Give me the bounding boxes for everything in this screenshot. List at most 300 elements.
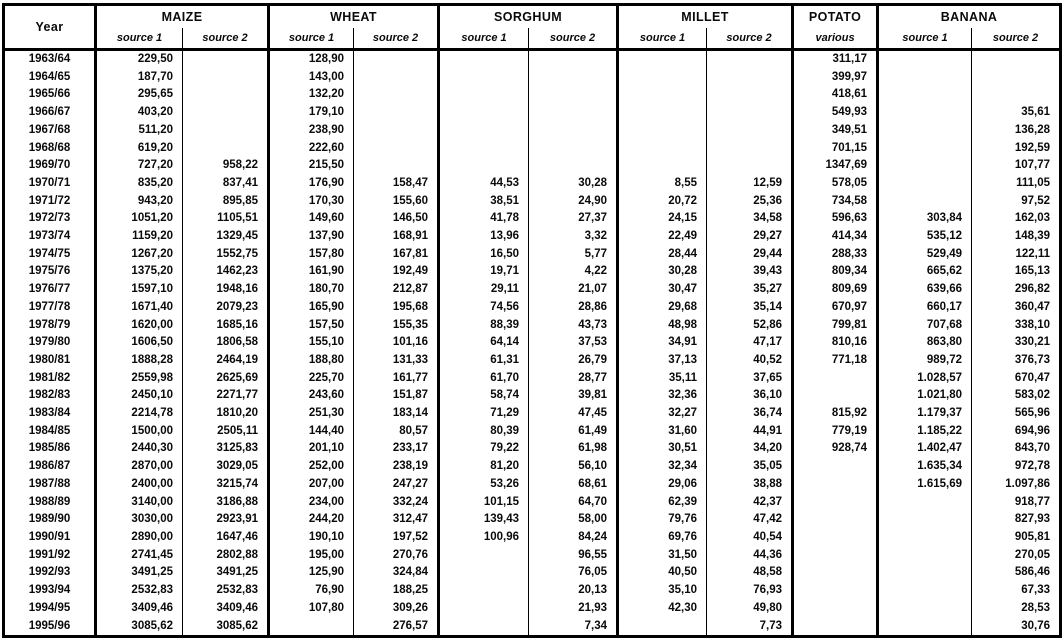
value-cell: 195,68: [354, 299, 439, 317]
value-cell: 535,12: [878, 228, 972, 246]
value-cell: 28,44: [618, 246, 707, 264]
value-cell: 67,33: [1021, 584, 1051, 597]
table-row: [4, 299, 1061, 317]
value-cell: 810,16: [793, 334, 878, 352]
subheader-sorghum-source2: source 2: [529, 28, 618, 50]
value-cell: 21,07: [529, 281, 618, 299]
value-cell: 1810,20: [183, 405, 269, 423]
value-cell: 3491,25: [96, 564, 183, 582]
value-cell: 47,42: [707, 511, 793, 529]
year-cell: 1981/82: [4, 370, 96, 388]
value-cell: 128,90: [269, 50, 354, 69]
year-cell: 1983/84: [4, 405, 96, 423]
value-cell: 288,33: [793, 246, 878, 264]
value-cell: 155,35: [354, 317, 439, 335]
subheader-banana-source1: source 1: [878, 28, 972, 50]
value-cell: 660,17: [878, 299, 972, 317]
year-cell: 1971/72: [4, 193, 96, 211]
value-cell: 56,10: [529, 458, 618, 476]
value-cell: [878, 140, 972, 158]
value-cell: 69,76: [618, 529, 707, 547]
value-cell: 1671,40: [96, 299, 183, 317]
table-row: [4, 564, 1061, 582]
value-cell: 111,05: [1016, 176, 1051, 189]
value-cell: 80,57: [354, 423, 439, 441]
value-cell: 295,65: [96, 86, 183, 104]
value-cell: 2440,30: [96, 440, 183, 458]
value-cell: 276,57: [354, 618, 439, 637]
table-row: [4, 281, 1061, 299]
table-row: [4, 387, 1061, 405]
value-cell: 799,81: [793, 317, 878, 335]
value-cell: 180,70: [269, 281, 354, 299]
value-cell: 1.179,37: [878, 405, 972, 423]
value-cell: [878, 104, 972, 122]
year-cell: 1973/74: [4, 228, 96, 246]
value-cell: [878, 86, 972, 104]
value-cell: 107,80: [269, 600, 354, 618]
table-row: [4, 529, 1061, 547]
value-cell: 4,22: [529, 263, 618, 281]
value-cell: 36,74: [707, 405, 793, 423]
value-cell: 843,70: [1014, 442, 1051, 455]
value-cell: 64,14: [439, 334, 529, 352]
value-cell: 583,02: [1014, 389, 1051, 402]
table-row: [4, 476, 1061, 494]
value-cell: 53,26: [439, 476, 529, 494]
value-cell: 38,88: [707, 476, 793, 494]
value-cell: 19,71: [439, 263, 529, 281]
value-cell: 3186,88: [183, 494, 269, 512]
value-cell: 188,80: [269, 352, 354, 370]
value-cell: 157,80: [269, 246, 354, 264]
value-cell: 25,36: [707, 193, 793, 211]
year-cell: 1968/68: [4, 140, 96, 158]
value-cell: 989,72: [878, 352, 972, 370]
value-cell: 895,85: [183, 193, 269, 211]
value-cell: [618, 86, 707, 104]
value-cell: 21,93: [529, 600, 618, 618]
crop-name-row: [4, 5, 1061, 29]
value-cell: 39,81: [529, 387, 618, 405]
value-cell: [183, 122, 269, 140]
value-cell: [439, 69, 529, 87]
table-row: [4, 69, 1061, 87]
value-cell: 35,61: [1021, 106, 1051, 119]
value-cell: [707, 104, 793, 122]
value-cell: 1948,16: [183, 281, 269, 299]
value-cell: 207,00: [269, 476, 354, 494]
value-cell: 40,52: [707, 352, 793, 370]
value-cell: 399,97: [793, 69, 878, 87]
value-cell: 918,77: [1014, 495, 1051, 508]
value-cell: 234,00: [269, 494, 354, 512]
value-cell: 190,10: [269, 529, 354, 547]
table-row: [4, 122, 1061, 140]
table-row: [4, 50, 1061, 69]
group-header-maize: MAIZE: [96, 5, 269, 29]
value-cell: 3215,74: [183, 476, 269, 494]
group-header-banana: BANANA: [940, 10, 998, 24]
value-cell: 2890,00: [96, 529, 183, 547]
value-cell: 28,53: [1021, 601, 1051, 614]
value-cell: 49,80: [707, 600, 793, 618]
value-cell: 132,20: [269, 86, 354, 104]
value-cell: 3491,25: [183, 564, 269, 582]
value-cell: 47,45: [529, 405, 618, 423]
value-cell: 35,10: [618, 582, 707, 600]
value-cell: 131,33: [354, 352, 439, 370]
year-cell: 1991/92: [4, 547, 96, 565]
value-cell: 22,49: [618, 228, 707, 246]
table-header: [4, 5, 1061, 50]
value-cell: 40,54: [707, 529, 793, 547]
value-cell: 1685,16: [183, 317, 269, 335]
value-cell: [878, 564, 972, 582]
crop-price-table: [2, 3, 1062, 638]
value-cell: [707, 69, 793, 87]
value-cell: 578,05: [793, 175, 878, 193]
value-cell: 76,93: [707, 582, 793, 600]
value-cell: 1.097,86: [1005, 477, 1051, 490]
value-cell: 1.402,47: [878, 440, 972, 458]
value-cell: 238,19: [354, 458, 439, 476]
value-cell: 197,52: [354, 529, 439, 547]
value-cell: [878, 600, 972, 618]
value-cell: 80,39: [439, 423, 529, 441]
value-cell: [439, 582, 529, 600]
value-cell: [439, 50, 529, 69]
value-cell: 670,97: [793, 299, 878, 317]
value-cell: 251,30: [269, 405, 354, 423]
year-cell: 1972/73: [4, 210, 96, 228]
value-cell: 1462,23: [183, 263, 269, 281]
table-row: [4, 175, 1061, 193]
value-cell: [439, 600, 529, 618]
table-row: [4, 370, 1061, 388]
value-cell: 43,73: [529, 317, 618, 335]
value-cell: 3409,46: [96, 600, 183, 618]
value-cell: 2464,19: [183, 352, 269, 370]
value-cell: 1.635,34: [878, 458, 972, 476]
group-header-potato: POTATO: [793, 5, 878, 29]
value-cell: [354, 50, 439, 69]
value-cell: 3125,83: [183, 440, 269, 458]
value-cell: 863,80: [878, 334, 972, 352]
value-cell: 332,24: [354, 494, 439, 512]
year-cell: 1987/88: [4, 476, 96, 494]
value-cell: 30,51: [618, 440, 707, 458]
value-cell: 247,27: [354, 476, 439, 494]
value-cell: 3140,00: [96, 494, 183, 512]
value-cell: 52,86: [707, 317, 793, 335]
year-cell: 1985/86: [4, 440, 96, 458]
subheader-potato-various: various: [793, 28, 878, 50]
value-cell: 2505,11: [183, 423, 269, 441]
value-cell: 47,17: [707, 334, 793, 352]
value-cell: 12,59: [707, 175, 793, 193]
value-cell: 187,70: [96, 69, 183, 87]
value-cell: 30,28: [618, 263, 707, 281]
value-cell: 48,98: [618, 317, 707, 335]
value-cell: 2559,98: [96, 370, 183, 388]
value-cell: 61,98: [529, 440, 618, 458]
value-cell: 2532,83: [96, 582, 183, 600]
group-header-millet: MILLET: [618, 5, 793, 29]
table-row: [4, 494, 1061, 512]
value-cell: 39,43: [707, 263, 793, 281]
value-cell: 35,14: [707, 299, 793, 317]
value-cell: 125,90: [269, 564, 354, 582]
value-cell: 29,11: [439, 281, 529, 299]
value-cell: 20,72: [618, 193, 707, 211]
value-cell: [618, 50, 707, 69]
value-cell: 2214,78: [96, 405, 183, 423]
value-cell: [354, 157, 439, 175]
value-cell: [529, 157, 618, 175]
value-cell: 707,68: [878, 317, 972, 335]
value-cell: 36,10: [707, 387, 793, 405]
value-cell: [529, 86, 618, 104]
value-cell: 139,43: [439, 511, 529, 529]
value-cell: 1267,20: [96, 246, 183, 264]
value-cell: 31,50: [618, 547, 707, 565]
year-cell: 1986/87: [4, 458, 96, 476]
value-cell: 270,05: [1014, 548, 1051, 561]
year-cell: 1967/68: [4, 122, 96, 140]
value-cell: 37,65: [707, 370, 793, 388]
subheader-sorghum-source1: source 1: [439, 28, 529, 50]
table-row: [4, 600, 1061, 618]
value-cell: 28,77: [529, 370, 618, 388]
value-cell: 2532,83: [183, 582, 269, 600]
value-cell: [707, 122, 793, 140]
value-cell: [793, 600, 878, 618]
value-cell: 8,55: [618, 175, 707, 193]
value-cell: [707, 140, 793, 158]
value-cell: 61,31: [439, 352, 529, 370]
value-cell: 71,29: [439, 405, 529, 423]
year-cell: 1988/89: [4, 494, 96, 512]
value-cell: [618, 122, 707, 140]
value-cell: 1552,75: [183, 246, 269, 264]
value-cell: [793, 582, 878, 600]
value-cell: 303,84: [878, 210, 972, 228]
value-cell: 3085,62: [183, 618, 269, 637]
value-cell: 61,49: [529, 423, 618, 441]
value-cell: 42,30: [618, 600, 707, 618]
value-cell: 44,53: [439, 175, 529, 193]
table-row: [4, 140, 1061, 158]
value-cell: [793, 370, 878, 388]
value-cell: 122,11: [1015, 247, 1051, 260]
value-cell: 252,00: [269, 458, 354, 476]
value-cell: 1159,20: [96, 228, 183, 246]
value-cell: 30,76: [1021, 619, 1051, 632]
value-cell: [878, 511, 972, 529]
value-cell: 1620,00: [96, 317, 183, 335]
year-cell: 1992/93: [4, 564, 96, 582]
value-cell: 414,34: [793, 228, 878, 246]
value-cell: 529,49: [878, 246, 972, 264]
value-cell: 1347,69: [793, 157, 878, 175]
year-column-header: Year: [4, 5, 96, 50]
value-cell: 586,46: [1014, 566, 1051, 579]
year-cell: 1995/96: [4, 618, 96, 637]
value-cell: 7,34: [529, 618, 618, 637]
value-cell: 727,20: [96, 157, 183, 175]
value-cell: 13,96: [439, 228, 529, 246]
value-cell: 29,27: [707, 228, 793, 246]
value-cell: 35,11: [618, 370, 707, 388]
value-cell: 827,93: [1014, 513, 1051, 526]
year-cell: 1978/79: [4, 317, 96, 335]
value-cell: 1606,50: [96, 334, 183, 352]
value-cell: [354, 122, 439, 140]
year-cell: 1993/94: [4, 582, 96, 600]
value-cell: 34,91: [618, 334, 707, 352]
year-cell: 1990/91: [4, 529, 96, 547]
table-row: [4, 210, 1061, 228]
value-cell: 26,79: [529, 352, 618, 370]
value-cell: 61,70: [439, 370, 529, 388]
value-cell: 162,03: [1014, 212, 1051, 225]
subheader-wheat-source2: source 2: [354, 28, 439, 50]
value-cell: 32,36: [618, 387, 707, 405]
value-cell: 24,90: [529, 193, 618, 211]
value-cell: 771,18: [793, 352, 878, 370]
year-cell: 1965/66: [4, 86, 96, 104]
value-cell: [793, 547, 878, 565]
value-cell: 201,10: [269, 440, 354, 458]
value-cell: 376,73: [1014, 353, 1051, 366]
value-cell: 338,10: [1014, 318, 1051, 331]
value-cell: [529, 69, 618, 87]
subheader-millet-source1: source 1: [618, 28, 707, 50]
value-cell: 88,39: [439, 317, 529, 335]
value-cell: 835,20: [96, 175, 183, 193]
value-cell: 97,52: [1021, 194, 1051, 207]
value-cell: [878, 157, 972, 175]
subheader-banana-source2: source 2: [972, 28, 1061, 50]
group-header-sorghum: SORGHUM: [439, 5, 618, 29]
value-cell: 158,47: [354, 175, 439, 193]
value-cell: [439, 140, 529, 158]
value-cell: 694,96: [1014, 424, 1051, 437]
value-cell: 222,60: [269, 140, 354, 158]
value-cell: 16,50: [439, 246, 529, 264]
value-cell: 144,40: [269, 423, 354, 441]
value-cell: 3409,46: [183, 600, 269, 618]
value-cell: 2870,00: [96, 458, 183, 476]
table-row: [4, 511, 1061, 529]
value-cell: 48,58: [707, 564, 793, 582]
value-cell: 32,27: [618, 405, 707, 423]
value-cell: 511,20: [96, 122, 183, 140]
value-cell: 42,37: [707, 494, 793, 512]
value-cell: 161,90: [269, 263, 354, 281]
value-cell: 35,05: [707, 458, 793, 476]
value-cell: [878, 529, 972, 547]
value-cell: 1.021,80: [878, 387, 972, 405]
value-cell: 37,13: [618, 352, 707, 370]
value-cell: 815,92: [793, 405, 878, 423]
value-cell: 244,20: [269, 511, 354, 529]
year-cell: 1980/81: [4, 352, 96, 370]
table-row: [4, 352, 1061, 370]
value-cell: [793, 476, 878, 494]
value-cell: 619,20: [96, 140, 183, 158]
value-cell: [793, 529, 878, 547]
table-row: [4, 193, 1061, 211]
value-cell: [793, 511, 878, 529]
value-cell: 270,76: [354, 547, 439, 565]
value-cell: 2923,91: [183, 511, 269, 529]
value-cell: 809,34: [793, 263, 878, 281]
value-cell: 27,37: [529, 210, 618, 228]
value-cell: 179,10: [269, 104, 354, 122]
value-cell: 136,28: [1014, 123, 1051, 136]
group-header-wheat: WHEAT: [269, 5, 439, 29]
value-cell: [878, 69, 972, 87]
value-cell: 360,47: [1014, 300, 1051, 313]
value-cell: 1.028,57: [878, 370, 972, 388]
table-row: [4, 458, 1061, 476]
value-cell: 701,15: [793, 140, 878, 158]
value-cell: 1051,20: [96, 210, 183, 228]
value-cell: 79,76: [618, 511, 707, 529]
value-cell: 107,77: [1014, 159, 1051, 172]
value-cell: 2741,45: [96, 547, 183, 565]
value-cell: 24,15: [618, 210, 707, 228]
value-cell: 79,22: [439, 440, 529, 458]
value-cell: 192,59: [1014, 141, 1051, 154]
value-cell: [618, 140, 707, 158]
value-cell: [183, 104, 269, 122]
value-cell: 35,27: [707, 281, 793, 299]
table-row: [4, 86, 1061, 104]
value-cell: 3085,62: [96, 618, 183, 637]
value-cell: [439, 122, 529, 140]
value-cell: [529, 122, 618, 140]
value-cell: 29,44: [707, 246, 793, 264]
value-cell: 170,30: [269, 193, 354, 211]
value-cell: 30,47: [618, 281, 707, 299]
value-cell: 311,17: [793, 50, 878, 69]
value-cell: [354, 104, 439, 122]
value-cell: 670,47: [1014, 371, 1051, 384]
value-cell: [972, 50, 1061, 69]
value-cell: 349,51: [793, 122, 878, 140]
value-cell: [439, 547, 529, 565]
value-cell: [707, 86, 793, 104]
value-cell: 30,28: [529, 175, 618, 193]
value-cell: 928,74: [793, 440, 878, 458]
value-cell: 29,06: [618, 476, 707, 494]
table-row: [4, 440, 1061, 458]
value-cell: 101,16: [354, 334, 439, 352]
value-cell: [529, 50, 618, 69]
value-cell: 44,36: [707, 547, 793, 565]
value-cell: [793, 387, 878, 405]
value-cell: 665,62: [878, 263, 972, 281]
value-cell: 167,81: [354, 246, 439, 264]
value-cell: [972, 69, 1061, 87]
table-row: [4, 104, 1061, 122]
value-cell: [183, 50, 269, 69]
value-cell: 155,10: [269, 334, 354, 352]
year-cell: 1970/71: [4, 175, 96, 193]
